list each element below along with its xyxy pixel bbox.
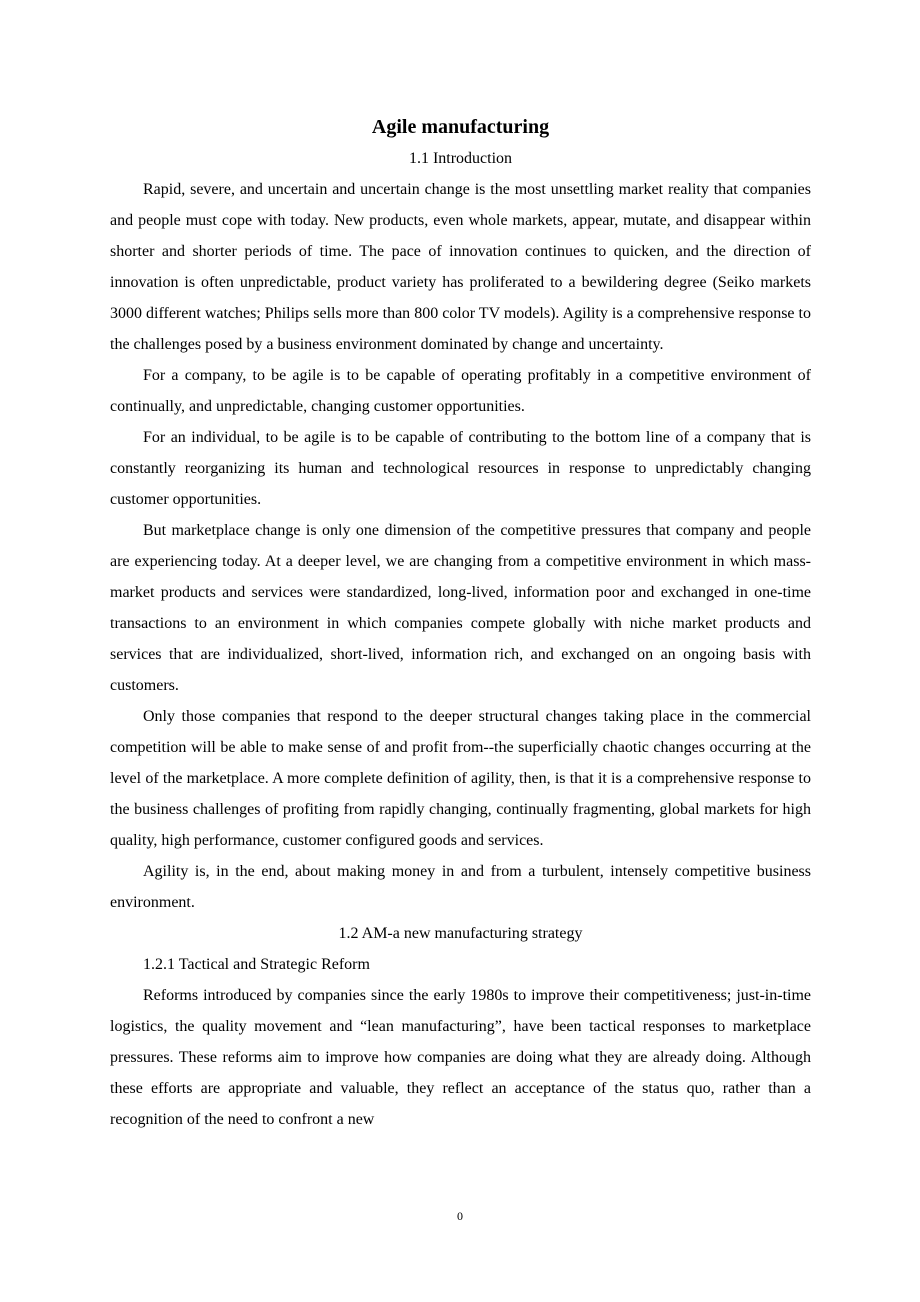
section-heading-am-strategy: 1.2 AM-a new manufacturing strategy: [338, 925, 583, 942]
paragraph: Rapid, severe, and uncertain and uncertain change is the most unsettling market reality that companies and people must cope with today. New products, even whole markets, appear, mutate, and disappear within shorter and shorter periods of time. The pace of innovation continues to quicken, and the direction of innovation is often unpredictable, product variety has proliferated to a bewildering degree (Seiko markets 3000 different watches; Philips sells more than 800 color TV models). Agility is a comprehensive response to the challenges posed by a business environment dominated by change and uncertainty.: [110, 181, 811, 353]
section-heading-introduction: 1.1 Introduction: [408, 150, 513, 167]
paragraph: Only those companies that respond to the deeper structural changes taking place in the commercial competition will be able to make sense of and profit from--the superficially chaotic changes occurring at the level of the marketplace. A more complete definition of agility, then, is that it is a comprehensive response to the business challenges of profiting from rapidly changing, continually fragmenting, global markets for high quality, high performance, customer configured goods and services.: [110, 708, 811, 849]
paragraph: Agility is, in the end, about making money in and from a turbulent, intensely competitive business environment.: [110, 863, 811, 911]
paragraph: But marketplace change is only one dimension of the competitive pressures that company and people are experiencing today. At a deeper level, we are changing from a competitive environment in which mass-market products and services were standardized, long-lived, information poor and exchanged in one-time transactions to an environment in which companies compete globally with niche market products and services that are individualized, short-lived, information rich, and exchanged on an ongoing basis with customers.: [110, 522, 811, 694]
document-page: [110, 113, 811, 1135]
paragraph: For a company, to be agile is to be capable of operating profitably in a competitive environment of continually, and unpredictable, changing customer opportunities.: [110, 367, 811, 415]
subsection-heading: 1.2.1 Tactical and Strategic Reform: [143, 956, 370, 973]
page-number: 0: [457, 1209, 463, 1223]
paragraph: Reforms introduced by companies since the early 1980s to improve their competitiveness; just-in-time logistics, the quality movement and “lean manufacturing”, have been tactical responses to marketplace pressures. These reforms aim to improve how companies are doing what they are already doing. Although these efforts are appropriate and valuable, they reflect an acceptance of the status quo, rather than a recognition of the need to confront a new: [110, 987, 811, 1128]
document-title: Agile manufacturing: [371, 116, 550, 138]
paragraph: For an individual, to be agile is to be capable of contributing to the bottom line of a company that is constantly reorganizing its human and technological resources in response to unpredictably changing customer opportunities.: [110, 429, 811, 508]
